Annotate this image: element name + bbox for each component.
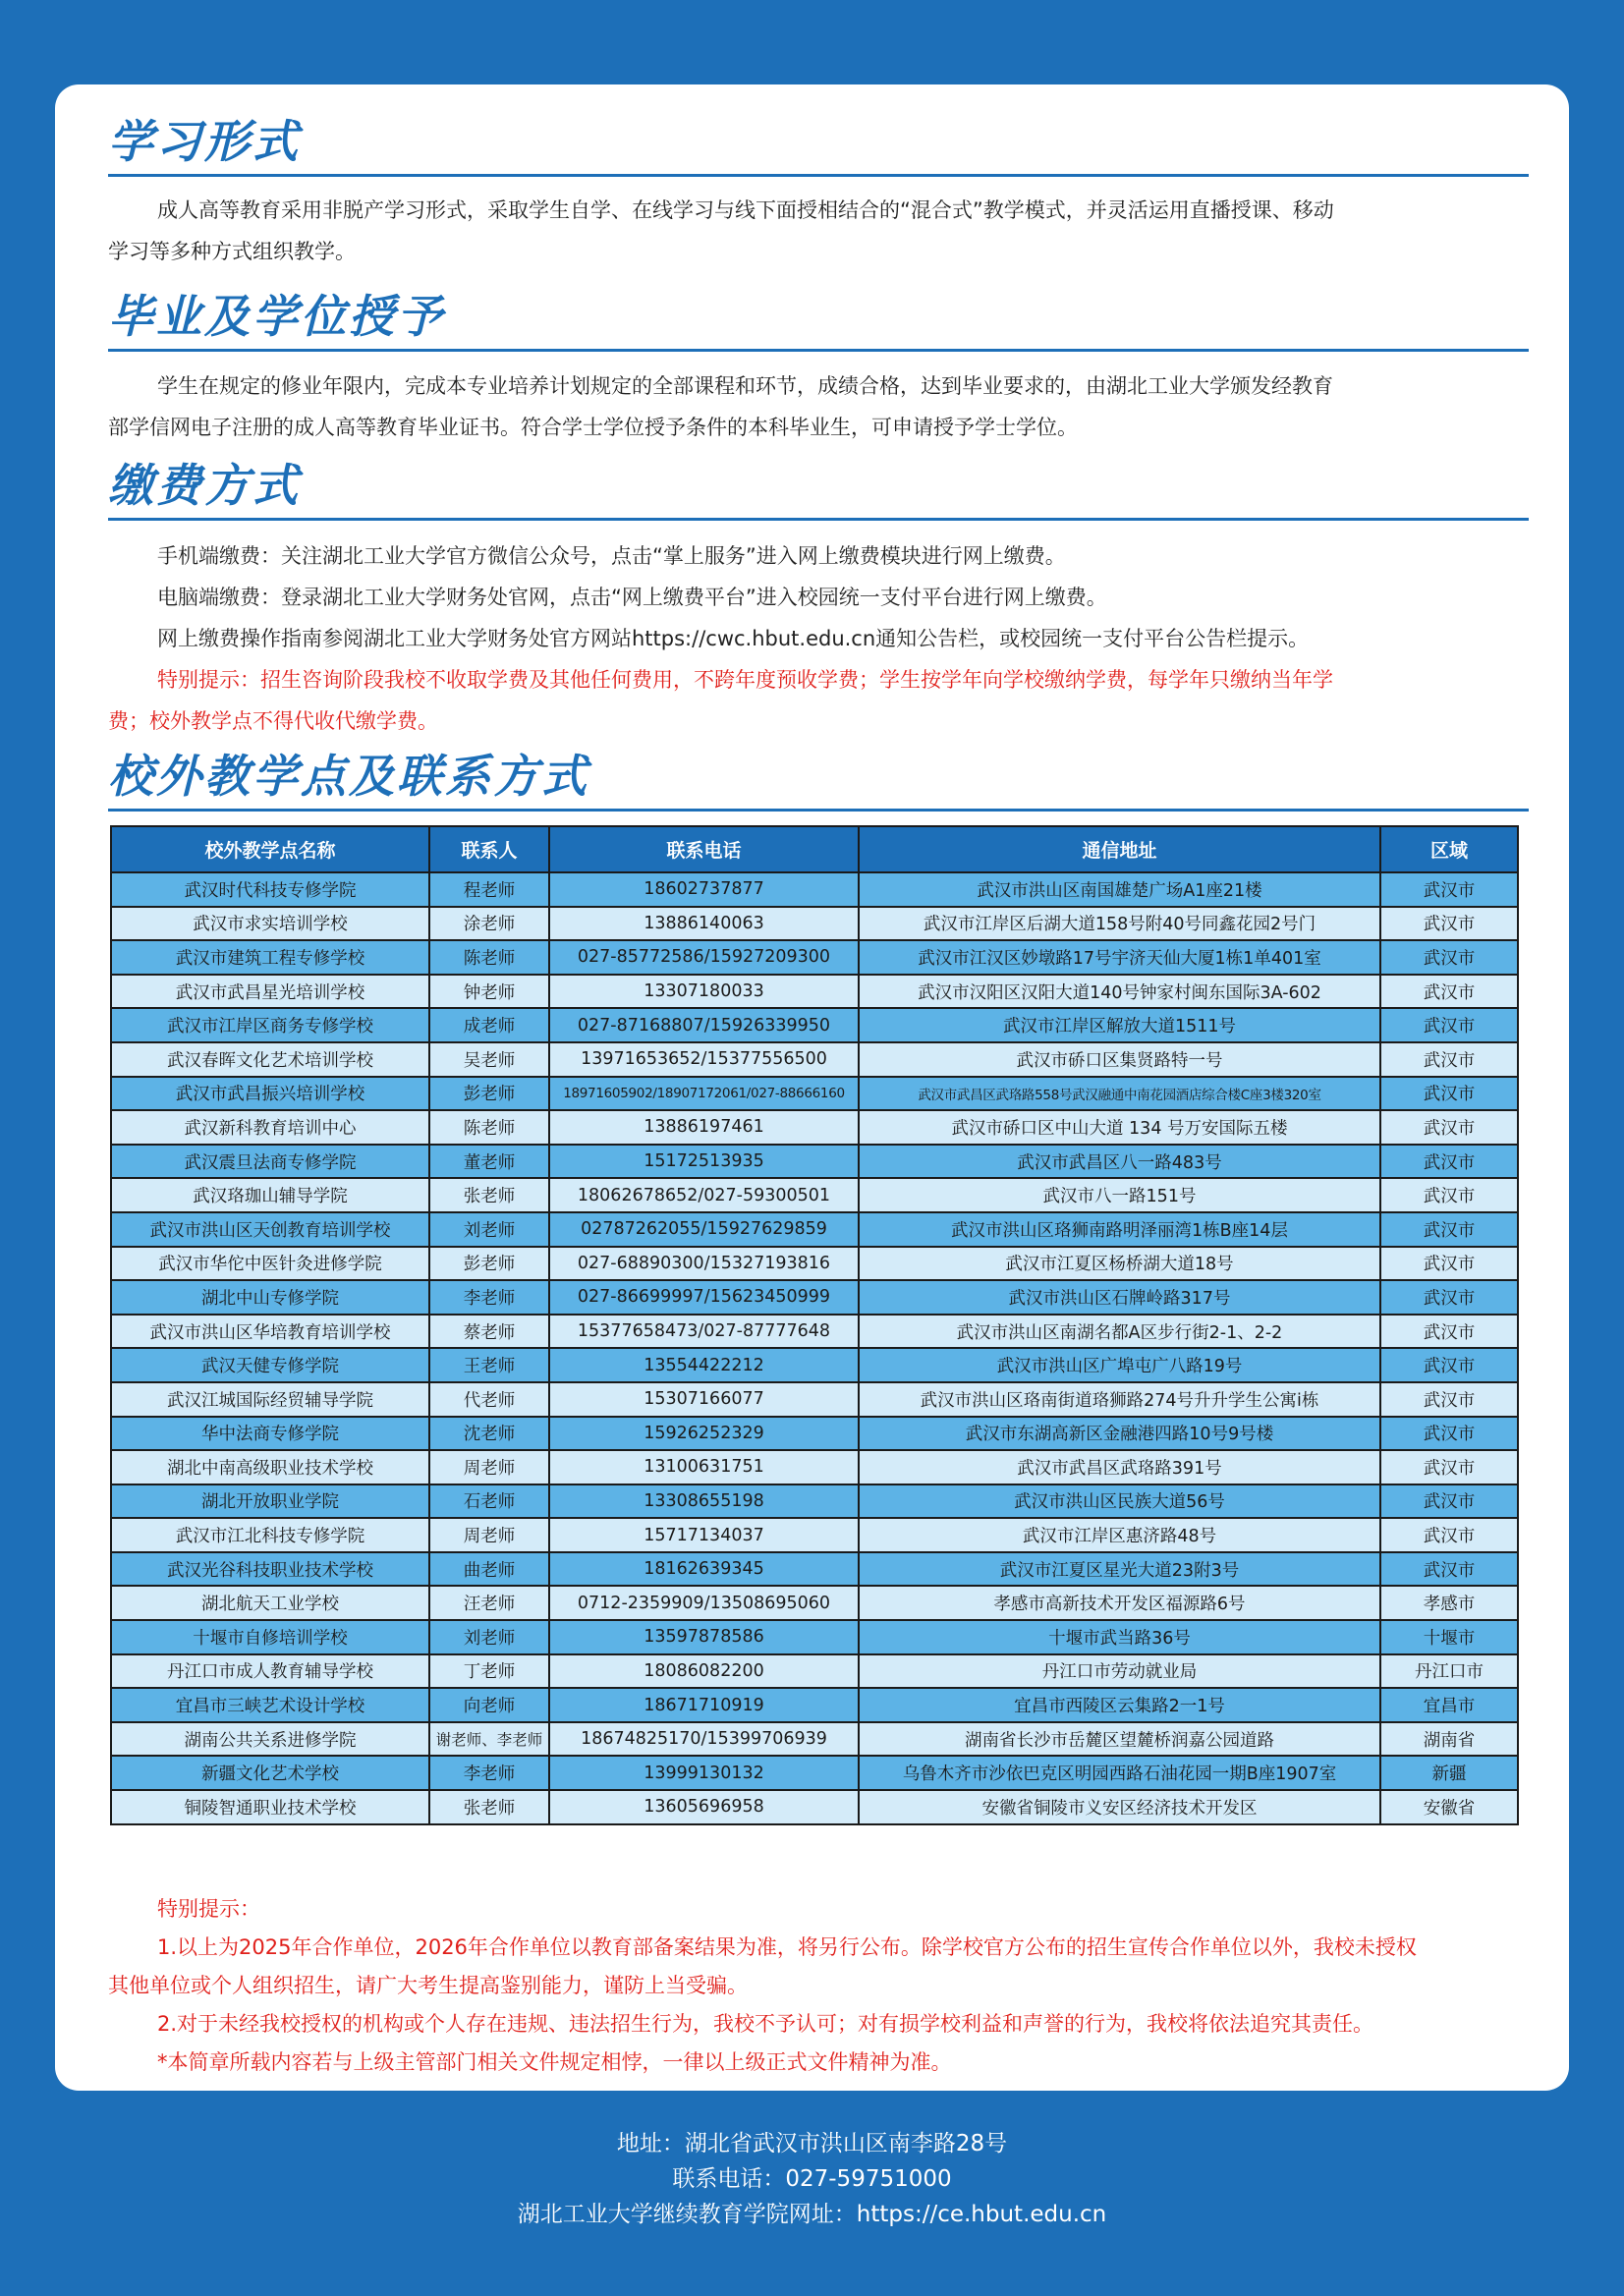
contact-person-cell: 代老师 [429,1382,549,1417]
table-row [111,1552,1518,1587]
address-cell: 武汉市江岸区惠济路48号 [859,1518,1380,1552]
table-row [111,1178,1518,1212]
contact-person-cell: 涂老师 [429,907,549,941]
phone-cell: 15377658473/027-87777648 [549,1315,859,1349]
phone-cell: 15926252329 [549,1417,859,1451]
table-row [111,1450,1518,1484]
contact-person-cell: 成老师 [429,1008,549,1042]
note-line: 1.以上为2025年合作单位，2026年合作单位以教育部备案结果为准，将另行公布。除学校官方公布的招生宣传合作单位以外，我校未授权 [157,1935,1417,1959]
paragraph-line: 学习等多种方式组织教学。 [108,240,356,263]
section-title-payment: 缴费方式 [108,459,301,512]
site-name-cell: 武汉市华佗中医针灸进修学院 [111,1247,429,1281]
section-divider [108,809,1529,812]
column-header: 联系人 [429,826,549,872]
address-cell: 武汉市洪山区南国雄楚广场A1座21楼 [859,872,1380,907]
region-cell: 武汉市 [1380,940,1518,975]
region-cell: 武汉市 [1380,1518,1518,1552]
paragraph-line: 手机端缴费：关注湖北工业大学官方微信公众号，点击“掌上服务”进入网上缴费模块进行网上缴费。 [157,544,1066,568]
phone-cell: 18162639345 [549,1552,859,1587]
address-cell: 武汉市江岸区后湖大道158号附40号同鑫花园2号门 [859,907,1380,941]
site-name-cell: 武汉震旦法商专修学院 [111,1145,429,1179]
contact-person-cell: 钟老师 [429,975,549,1009]
site-name-cell: 武汉光谷科技职业技术学校 [111,1552,429,1587]
table-row [111,975,1518,1009]
table-row [111,1077,1518,1111]
table-row [111,1620,1518,1654]
address-cell: 丹江口市劳动就业局 [859,1654,1380,1689]
section-title-study: 学习形式 [108,115,301,168]
phone-cell: 18602737877 [549,872,859,907]
table-row [111,1348,1518,1382]
region-cell: 武汉市 [1380,975,1518,1009]
section-title-graduation: 毕业及学位授予 [108,290,445,343]
phone-cell: 027-85772586/15927209300 [549,940,859,975]
site-name-cell: 铜陵智通职业技术学校 [111,1790,429,1824]
section-divider [108,174,1529,177]
phone-cell: 13308655198 [549,1484,859,1519]
note-line: *本简章所载内容若与上级主管部门相关文件规定相悖，一律以上级正式文件精神为准。 [157,2050,952,2074]
table-row [111,1042,1518,1077]
site-name-cell: 武汉市求实培训学校 [111,907,429,941]
contact-person-cell: 曲老师 [429,1552,549,1587]
notes-heading: 特别提示： [157,1897,260,1921]
address-cell: 武汉市武昌区八一路483号 [859,1145,1380,1179]
table-header-row [111,826,1518,872]
table-row [111,1145,1518,1179]
paragraph-line: 学生在规定的修业年限内，完成本专业培养计划规定的全部课程和环节，成绩合格，达到毕业要求的，由湖北工业大学颁发经教育 [157,374,1333,398]
study-paragraph [108,190,1529,272]
address-cell: 十堰市武当路36号 [859,1620,1380,1654]
footer-phone: 联系电话：027-59751000 [672,2166,952,2192]
phone-cell: 13886140063 [549,907,859,941]
column-header: 校外教学点名称 [111,826,429,872]
table-row [111,872,1518,907]
address-cell: 孝感市高新技术开发区福源路6号 [859,1586,1380,1620]
region-cell: 武汉市 [1380,1450,1518,1484]
table-row [111,1417,1518,1451]
table-row [111,1790,1518,1824]
address-cell: 武汉市洪山区石牌岭路317号 [859,1280,1380,1315]
table-row [111,907,1518,941]
region-cell: 武汉市 [1380,1417,1518,1451]
site-name-cell: 武汉市江岸区商务专修学校 [111,1008,429,1042]
contact-person-cell: 彭老师 [429,1247,549,1281]
region-cell: 十堰市 [1380,1620,1518,1654]
warning-line: 特别提示：招生咨询阶段我校不收取学费及其他任何费用，不跨年度预收学费；学生按学年向学校缴纳学费，每学年只缴纳当年学 [157,668,1333,692]
table-row [111,1110,1518,1145]
phone-cell: 0712-2359909/13508695060 [549,1586,859,1620]
region-cell: 武汉市 [1380,1110,1518,1145]
address-cell: 武汉市汉阳区汉阳大道140号钟家村闽东国际3A-602 [859,975,1380,1009]
contact-person-cell: 董老师 [429,1145,549,1179]
site-name-cell: 湖北航天工业学校 [111,1586,429,1620]
site-name-cell: 武汉市江北科技专修学院 [111,1518,429,1552]
table-row [111,1688,1518,1722]
address-cell: 湖南省长沙市岳麓区望麓桥润嘉公园道路 [859,1722,1380,1757]
phone-cell: 13307180033 [549,975,859,1009]
address-cell: 武汉市洪山区珞狮南路明泽丽湾1栋B座14层 [859,1212,1380,1247]
region-cell: 武汉市 [1380,1145,1518,1179]
contact-person-cell: 蔡老师 [429,1315,549,1349]
region-cell: 武汉市 [1380,1315,1518,1349]
phone-cell: 13886197461 [549,1110,859,1145]
region-cell: 武汉市 [1380,1552,1518,1587]
paragraph-line: 电脑端缴费：登录湖北工业大学财务处官网，点击“网上缴费平台”进入校园统一支付平台进行网上缴费。 [157,586,1107,609]
site-name-cell: 华中法商专修学院 [111,1417,429,1451]
contact-person-cell: 张老师 [429,1178,549,1212]
region-cell: 孝感市 [1380,1586,1518,1620]
table-row [111,1315,1518,1349]
region-cell: 新疆 [1380,1756,1518,1790]
address-cell: 宜昌市西陵区云集路2一1号 [859,1688,1380,1722]
sites-table [110,825,1519,1825]
contact-person-cell: 王老师 [429,1348,549,1382]
address-cell: 武汉市江夏区星光大道23附3号 [859,1552,1380,1587]
phone-cell: 13999130132 [549,1756,859,1790]
site-name-cell: 武汉春晖文化艺术培训学校 [111,1042,429,1077]
region-cell: 安徽省 [1380,1790,1518,1824]
table-row [111,1212,1518,1247]
region-cell: 宜昌市 [1380,1688,1518,1722]
contact-person-cell: 陈老师 [429,940,549,975]
column-header: 区域 [1380,826,1518,872]
contact-person-cell: 沈老师 [429,1417,549,1451]
table-row [111,1280,1518,1315]
phone-cell: 13597878586 [549,1620,859,1654]
note-line: 2.对于未经我校授权的机构或个人存在违规、违法招生行为，我校不予认可；对有损学校利益和声誉的行为，我校将依法追究其责任。 [157,2012,1374,2036]
site-name-cell: 武汉时代科技专修学院 [111,872,429,907]
region-cell: 武汉市 [1380,907,1518,941]
special-notes [108,1890,1529,2082]
site-name-cell: 宜昌市三峡艺术设计学校 [111,1688,429,1722]
address-cell: 安徽省铜陵市义安区经济技术开发区 [859,1790,1380,1824]
footer-address: 地址：湖北省武汉市洪山区南李路28号 [616,2131,1008,2156]
address-cell: 武汉市洪山区珞南街道珞狮路274号升升学生公寓i栋 [859,1382,1380,1417]
note-line: 其他单位或个人组织招生，请广大考生提高鉴别能力，谨防上当受骗。 [108,1974,748,1997]
address-cell: 武汉市洪山区广埠屯广八路19号 [859,1348,1380,1382]
phone-cell: 13554422212 [549,1348,859,1382]
paragraph-line: 部学信网电子注册的成人高等教育毕业证书。符合学士学位授予条件的本科毕业生，可申请授予学士学位。 [108,416,1078,439]
footer [0,2126,1624,2232]
address-cell: 武汉市武昌区武珞路558号武汉融通中南花园酒店综合楼C座3楼320室 [859,1077,1380,1111]
contact-person-cell: 周老师 [429,1518,549,1552]
region-cell: 武汉市 [1380,1008,1518,1042]
address-cell: 武汉市洪山区民族大道56号 [859,1484,1380,1519]
region-cell: 武汉市 [1380,1348,1518,1382]
phone-cell: 15717134037 [549,1518,859,1552]
site-name-cell: 湖北开放职业学院 [111,1484,429,1519]
phone-cell: 18671710919 [549,1688,859,1722]
site-name-cell: 丹江口市成人教育辅导学校 [111,1654,429,1689]
table-row [111,1247,1518,1281]
column-header: 通信地址 [859,826,1380,872]
contact-person-cell: 李老师 [429,1280,549,1315]
contact-person-cell: 谢老师、李老师 [429,1722,549,1757]
phone-cell: 18674825170/15399706939 [549,1722,859,1757]
table-row [111,1382,1518,1417]
phone-cell: 15172513935 [549,1145,859,1179]
address-cell: 武汉市东湖高新区金融港四路10号9号楼 [859,1417,1380,1451]
phone-cell: 027-87168807/15926339950 [549,1008,859,1042]
region-cell: 武汉市 [1380,1212,1518,1247]
address-cell: 武汉市八一路151号 [859,1178,1380,1212]
phone-cell: 027-86699997/15623450999 [549,1280,859,1315]
region-cell: 武汉市 [1380,1247,1518,1281]
phone-cell: 18062678652/027-59300501 [549,1178,859,1212]
contact-person-cell: 彭老师 [429,1077,549,1111]
address-cell: 乌鲁木齐市沙依巴克区明园西路石油花园一期B座1907室 [859,1756,1380,1790]
graduation-paragraph [108,365,1529,448]
phone-cell: 15307166077 [549,1382,859,1417]
section-divider [108,518,1529,521]
site-name-cell: 湖北中南高级职业技术学校 [111,1450,429,1484]
site-name-cell: 武汉市武昌星光培训学校 [111,975,429,1009]
site-name-cell: 武汉江城国际经贸辅导学院 [111,1382,429,1417]
table-row [111,940,1518,975]
site-name-cell: 武汉市洪山区天创教育培训学校 [111,1212,429,1247]
region-cell: 武汉市 [1380,1484,1518,1519]
address-cell: 武汉市江汉区妙墩路17号宇济天仙大厦1栋1单401室 [859,940,1380,975]
table-row [111,1518,1518,1552]
region-cell: 湖南省 [1380,1722,1518,1757]
contact-person-cell: 周老师 [429,1450,549,1484]
table-body [111,872,1518,1824]
site-name-cell: 新疆文化艺术学校 [111,1756,429,1790]
contact-person-cell: 刘老师 [429,1212,549,1247]
phone-cell: 02787262055/15927629859 [549,1212,859,1247]
region-cell: 武汉市 [1380,1382,1518,1417]
table-row [111,1654,1518,1689]
region-cell: 丹江口市 [1380,1654,1518,1689]
address-cell: 武汉市武昌区武珞路391号 [859,1450,1380,1484]
site-name-cell: 湖北中山专修学院 [111,1280,429,1315]
site-name-cell: 湖南公共关系进修学院 [111,1722,429,1757]
site-name-cell: 武汉珞珈山辅导学院 [111,1178,429,1212]
contact-person-cell: 向老师 [429,1688,549,1722]
region-cell: 武汉市 [1380,872,1518,907]
paragraph-line: 成人高等教育采用非脱产学习形式，采取学生自学、在线学习与线下面授相结合的“混合式”教学模式，并灵活运用直播授课、移动 [157,198,1334,222]
site-name-cell: 武汉新科教育培训中心 [111,1110,429,1145]
region-cell: 武汉市 [1380,1178,1518,1212]
site-name-cell: 十堰市自修培训学校 [111,1620,429,1654]
phone-cell: 18086082200 [549,1654,859,1689]
table-row [111,1722,1518,1757]
contact-person-cell: 丁老师 [429,1654,549,1689]
table-row [111,1756,1518,1790]
content-card [55,84,1569,2091]
address-cell: 武汉市硚口区集贤路特一号 [859,1042,1380,1077]
contact-person-cell: 陈老师 [429,1110,549,1145]
address-cell: 武汉市洪山区南湖名都A区步行街2-1、2-2 [859,1315,1380,1349]
region-cell: 武汉市 [1380,1280,1518,1315]
warning-line: 费；校外教学点不得代收代缴学费。 [108,709,438,733]
paragraph-line: 网上缴费操作指南参阅湖北工业大学财务处官方网站https://cwc.hbut.edu.cn通知公告栏，或校园统一支付平台公告栏提示。 [157,627,1310,650]
contact-person-cell: 程老师 [429,872,549,907]
footer-website: 湖北工业大学继续教育学院网址：https://ce.hbut.edu.cn [517,2202,1107,2227]
contact-person-cell: 汪老师 [429,1586,549,1620]
site-name-cell: 武汉市洪山区华培教育培训学校 [111,1315,429,1349]
region-cell: 武汉市 [1380,1042,1518,1077]
contact-person-cell: 吴老师 [429,1042,549,1077]
column-header: 联系电话 [549,826,859,872]
site-name-cell: 武汉市武昌振兴培训学校 [111,1077,429,1111]
phone-cell: 18971605902/18907172061/027-88666160 [549,1077,859,1111]
contact-person-cell: 李老师 [429,1756,549,1790]
address-cell: 武汉市江夏区杨桥湖大道18号 [859,1247,1380,1281]
table-row [111,1008,1518,1042]
phone-cell: 13971653652/15377556500 [549,1042,859,1077]
payment-paragraph [108,535,1529,742]
phone-cell: 027-68890300/15327193816 [549,1247,859,1281]
contact-person-cell: 刘老师 [429,1620,549,1654]
address-cell: 武汉市江岸区解放大道1511号 [859,1008,1380,1042]
contact-person-cell: 张老师 [429,1790,549,1824]
site-name-cell: 武汉市建筑工程专修学校 [111,940,429,975]
phone-cell: 13100631751 [549,1450,859,1484]
section-divider [108,349,1529,352]
region-cell: 武汉市 [1380,1077,1518,1111]
table-row [111,1586,1518,1620]
table-row [111,1484,1518,1519]
address-cell: 武汉市硚口区中山大道 134 号万安国际五楼 [859,1110,1380,1145]
section-title-sites: 校外教学点及联系方式 [108,750,589,803]
contact-person-cell: 石老师 [429,1484,549,1519]
phone-cell: 13605696958 [549,1790,859,1824]
site-name-cell: 武汉天健专修学院 [111,1348,429,1382]
